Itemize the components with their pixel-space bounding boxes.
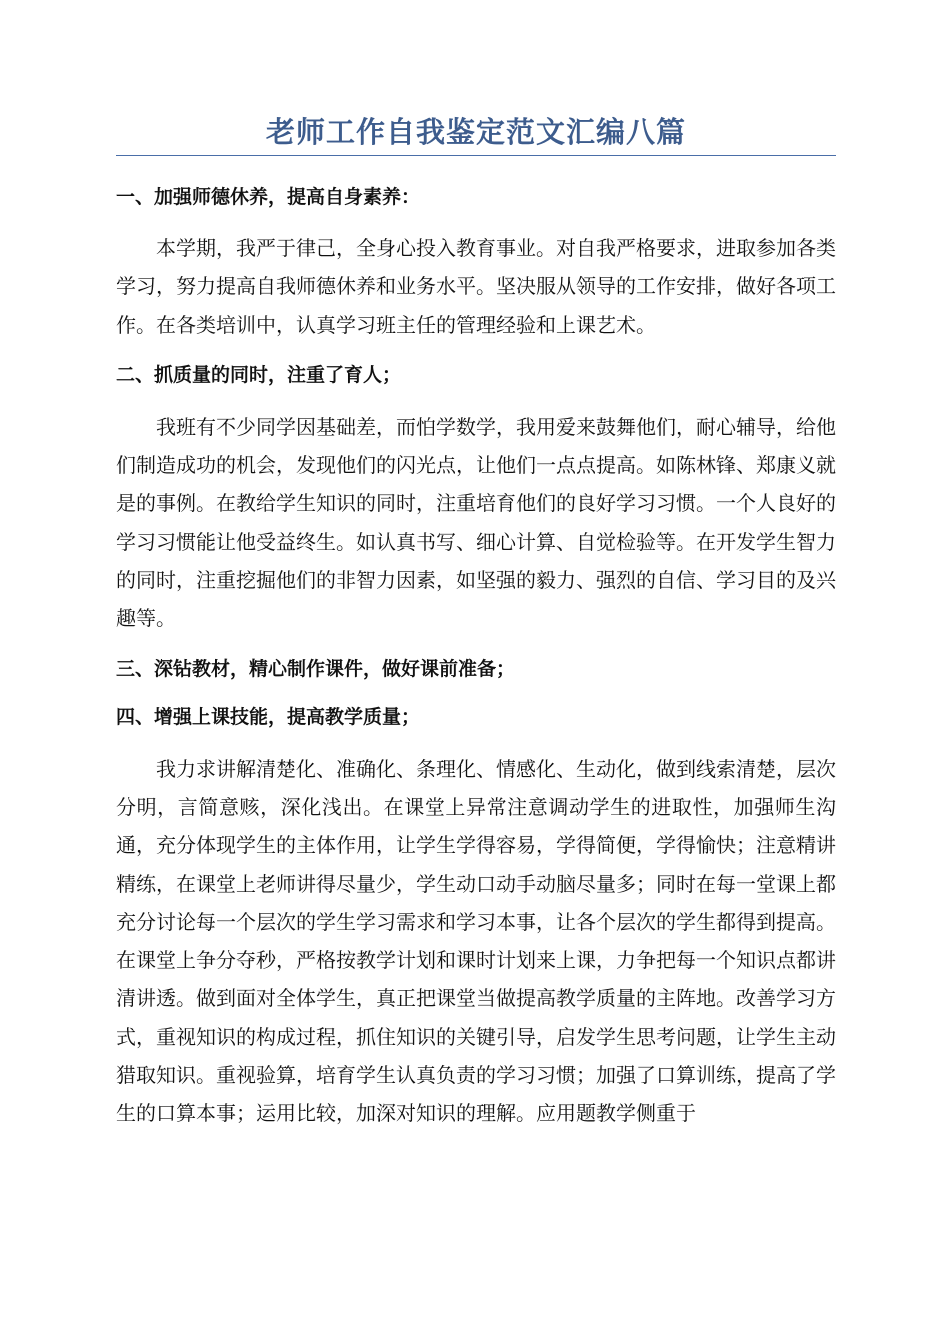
document-title: 老师工作自我鉴定范文汇编八篇 bbox=[116, 112, 836, 156]
section-heading-3: 三、深钻教材，精心制作课件，做好课前准备； bbox=[116, 657, 516, 680]
section-heading-1: 一、加强师德休养，提高自身素养： bbox=[116, 186, 421, 208]
section-heading-2: 二、抓质量的同时，注重了育人； bbox=[116, 363, 402, 386]
document-page bbox=[116, 112, 836, 1133]
section-heading-4: 四、增强上课技能，提高教学质量； bbox=[116, 705, 421, 728]
section-paragraph-1: 本学期，我严于律己，全身心投入教育事业。对自我严格要求，进取参加各类学习，努力提高自我师德休养和业务水平。坚决服从领导的工作安排，做好各项工作。在各类培训中，认真学习班主任的管理经验和上课艺术。 bbox=[116, 236, 836, 337]
section-paragraph-4: 我力求讲解清楚化、准确化、条理化、情感化、生动化，做到线索清楚，层次分明，言简意赅，深化浅出。在课堂上异常注意调动学生的进取性，加强师生沟通，充分体现学生的主体作用，让学生学得容易，学得简便，学得愉快；注意精讲精练，在课堂上老师讲得尽量少，学生动口动手动脑尽量多；同时在每一堂课上都充分讨论每一个层次的学生学习需求和学习本事，让各个层次的学生都得到提高。在课堂上争分夺秒，严格按教学计划和课时计划来上课，力争把每一个知识点都讲清讲透。做到面对全体学生，真正把课堂当做提高教学质量的主阵地。改善学习方式，重视知识的构成过程，抓住知识的关键引导，启发学生思考问题，让学生主动猎取知识。重视验算，培育学生认真负责的学习习惯；加强了口算训练，提高了学生的口算本事；运用比较，加深对知识的理解。应用题教学侧重于 bbox=[116, 756, 836, 1126]
section-paragraph-2: 我班有不少同学因基础差，而怕学数学，我用爱来鼓舞他们，耐心辅导，给他们制造成功的机会，发现他们的闪光点，让他们一点点提高。如陈林锋、郑康义就是的事例。在教给学生知识的同时，注重培育他们的良好学习习惯。一个人良好的学习习惯能让他受益终生。如认真书写、细心计算、自觉检验等。在开发学生智力的同时，注重挖掘他们的非智力因素，如坚强的毅力、强烈的自信、学习目的及兴趣等。 bbox=[116, 414, 836, 631]
